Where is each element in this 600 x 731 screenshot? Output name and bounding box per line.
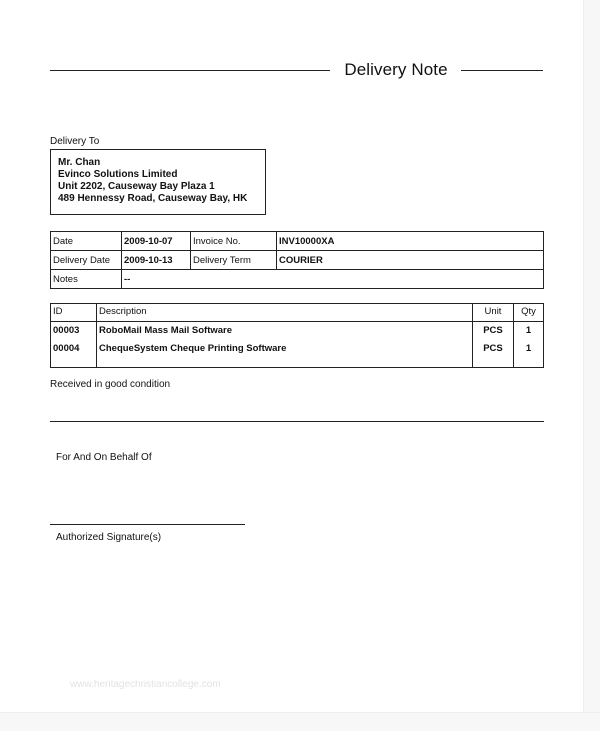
notes-label: Notes	[51, 270, 122, 289]
signature-text: Authorized Signature(s)	[56, 532, 162, 543]
signature-rule	[50, 524, 245, 525]
meta-row-delivery	[51, 251, 544, 270]
watermark-text: www.heritagechristiancollege.com	[70, 679, 221, 690]
page-title: Delivery Note	[344, 60, 448, 79]
items-table	[50, 303, 544, 368]
invoice-label: Invoice No.	[191, 232, 277, 251]
address-line-company: Evinco Solutions Limited	[58, 169, 178, 180]
item-qty: 1	[514, 322, 544, 341]
table-row	[51, 322, 544, 341]
delivery-to-label: Delivery To	[50, 136, 100, 147]
invoice-value: INV10000XA	[277, 232, 544, 251]
meta-table	[50, 231, 544, 289]
item-qty: 1	[514, 340, 544, 368]
on-behalf-text: For And On Behalf Of	[56, 452, 152, 463]
delivery-date-value: 2009-10-13	[122, 251, 191, 270]
item-unit: PCS	[473, 340, 514, 368]
header-qty: Qty	[514, 304, 544, 322]
address-line-name: Mr. Chan	[58, 157, 101, 168]
address-line-street: 489 Hennessy Road, Causeway Bay, HK	[58, 193, 248, 204]
item-description: RoboMail Mass Mail Software	[97, 322, 473, 341]
table-row	[51, 340, 544, 368]
page-edge-right	[583, 0, 600, 730]
delivery-date-label: Delivery Date	[51, 251, 122, 270]
delivery-term-value: COURIER	[277, 251, 544, 270]
date-value: 2009-10-07	[122, 232, 191, 251]
items-header-row	[51, 304, 544, 322]
delivery-term-label: Delivery Term	[191, 251, 277, 270]
item-description: ChequeSystem Cheque Printing Software	[97, 340, 473, 368]
meta-row-date	[51, 232, 544, 251]
item-unit: PCS	[473, 322, 514, 341]
address-line-unit: Unit 2202, Causeway Bay Plaza 1	[58, 181, 215, 192]
title-rule-left	[50, 70, 330, 71]
received-rule	[50, 421, 544, 422]
header-description: Description	[97, 304, 473, 322]
received-text: Received in good condition	[50, 379, 171, 390]
item-id: 00004	[51, 340, 97, 368]
item-id: 00003	[51, 322, 97, 341]
page-edge-bottom	[0, 712, 600, 731]
date-label: Date	[51, 232, 122, 251]
header-unit: Unit	[473, 304, 514, 322]
title-rule-right	[461, 70, 543, 71]
meta-row-notes	[51, 270, 544, 289]
notes-value: --	[122, 270, 544, 289]
header-id: ID	[51, 304, 97, 322]
address-box	[50, 149, 266, 215]
